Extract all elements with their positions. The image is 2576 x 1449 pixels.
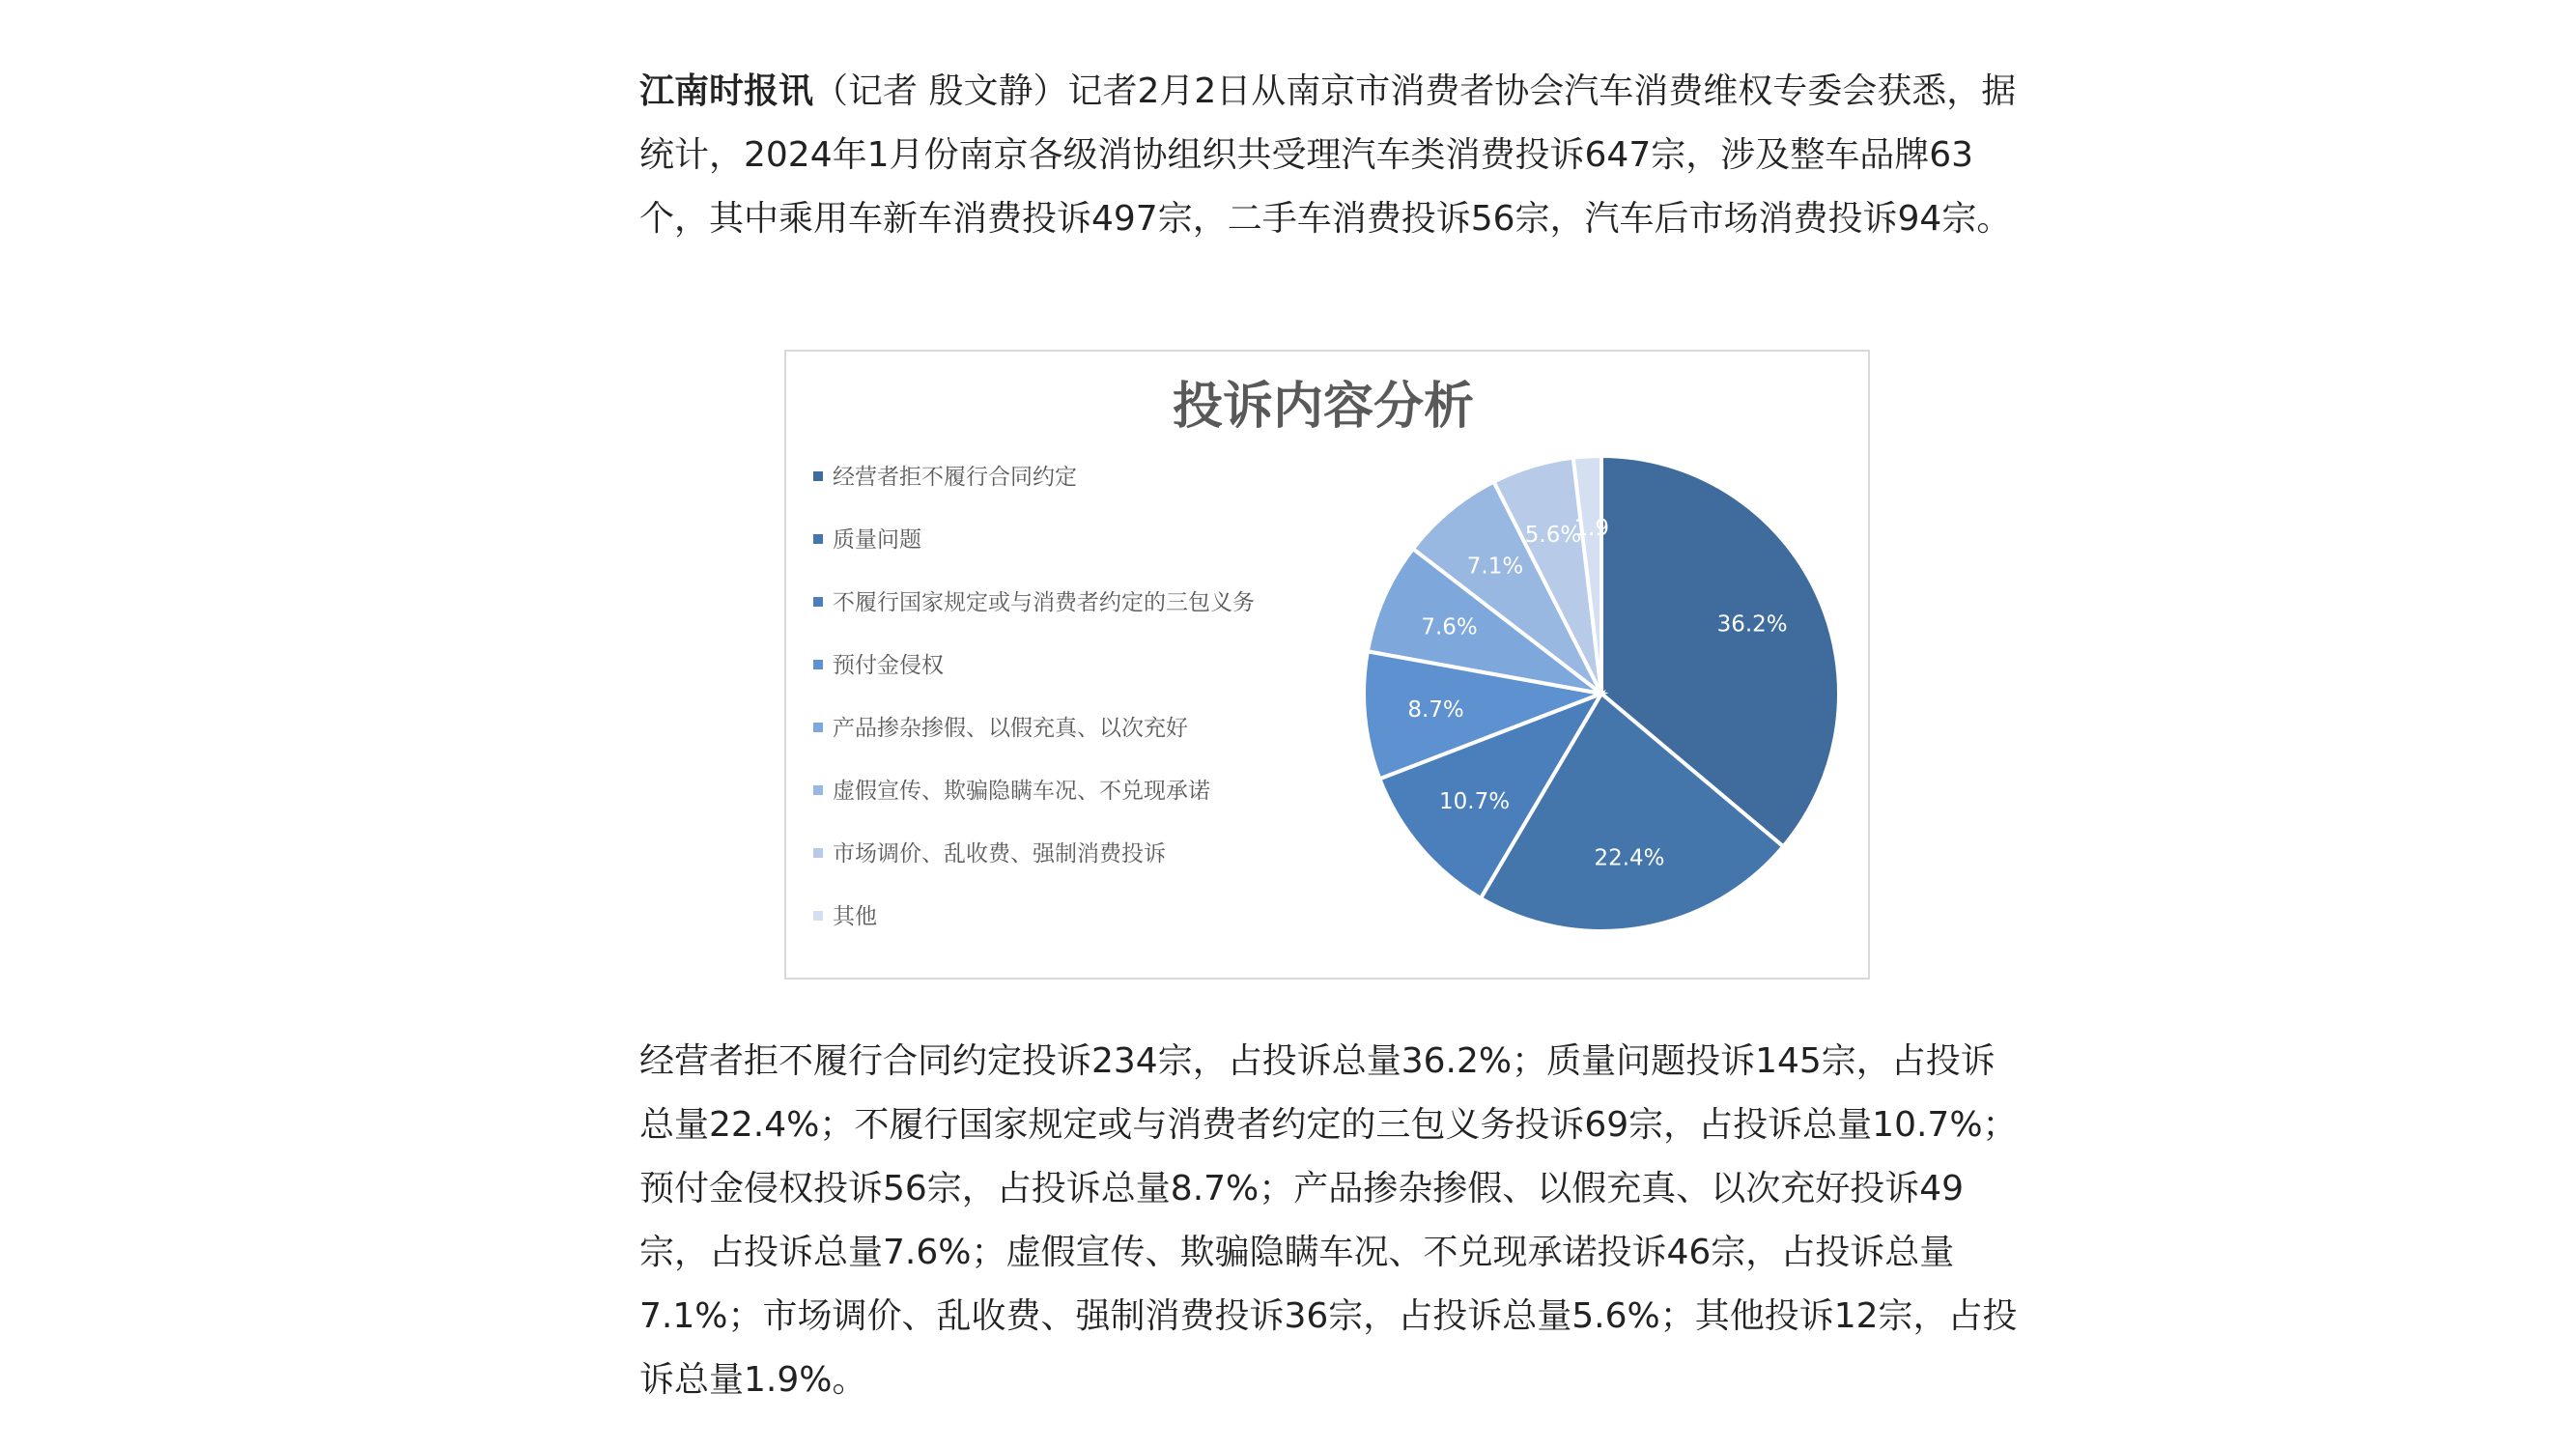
chart-title: 投诉内容分析: [1172, 378, 1475, 436]
legend-item-2: [813, 590, 1255, 615]
legend-item-3: [813, 653, 944, 678]
article-intro-text: （记者 殷文静）记者2月2日从南京市消费者协会汽车消费维权专委会获悉，据统计，2024年1月份南京各级消协组织共受理汽车类消费投诉647宗，涉及整车品牌63个，其中乘用车新车消费投诉497宗，二手车消费投诉56宗，汽车后市场消费投诉94宗。: [639, 71, 2017, 239]
legend-swatch-2: [813, 597, 823, 607]
pie-chart-frame: [784, 350, 1870, 980]
pie-slice-label-1: 22.4%: [1594, 845, 1665, 871]
pie-slice-label-5: 7.1%: [1466, 554, 1524, 580]
legend-label-1: 质量问题: [833, 527, 921, 553]
legend-swatch-1: [813, 534, 823, 544]
legend-label-3: 预付金侵权: [833, 653, 944, 678]
article-detail-paragraph: 经营者拒不履行合同约定投诉234宗，占投诉总量36.2%；质量问题投诉145宗，占投诉总量22.4%；不履行国家规定或与消费者约定的三包义务投诉69宗，占投诉总量10.7%；预付金侵权投诉56宗，占投诉总量8.7%；产品掺杂掺假、以假充真、以次充好投诉49宗，占投诉总量7.6%；虚假宣传、欺骗隐瞒车况、不兑现承诺投诉46宗，占投诉总量7.1%；市场调价、乱收费、强制消费投诉36宗，占投诉总量5.6%；其他投诉12宗，占投诉总量1.9%。: [639, 1041, 2018, 1400]
chart-legend: [813, 465, 1255, 929]
pie-slice-label-2: 10.7%: [1439, 789, 1511, 815]
legend-label-5: 虚假宣传、欺骗隐瞒车况、不兑现承诺: [833, 779, 1210, 804]
legend-item-5: [813, 779, 1210, 804]
legend-swatch-0: [813, 471, 823, 481]
pie-slice-label-6: 5.6%: [1524, 523, 1582, 549]
legend-swatch-4: [813, 723, 823, 732]
legend-swatch-6: [813, 848, 823, 858]
pie-slice-label-0: 36.2%: [1716, 611, 1788, 638]
pie-chart: [786, 352, 1868, 978]
legend-label-6: 市场调价、乱收费、强制消费投诉: [833, 841, 1166, 867]
legend-swatch-7: [813, 911, 823, 921]
legend-label-4: 产品掺杂掺假、以假充真、以次充好: [833, 716, 1188, 741]
legend-label-7: 其他: [833, 904, 877, 929]
legend-item-0: [813, 465, 1077, 490]
pie-slice-label-3: 8.7%: [1407, 697, 1464, 724]
legend-label-2: 不履行国家规定或与消费者约定的三包义务: [833, 590, 1255, 615]
legend-item-1: [813, 527, 921, 553]
pie-slice-label-4: 7.6%: [1421, 614, 1478, 640]
legend-item-7: [813, 904, 877, 929]
legend-swatch-5: [813, 785, 823, 795]
pie-slice-label-7: 1.9: [1573, 516, 1610, 542]
article-lead: 江南时报讯: [639, 71, 814, 111]
legend-swatch-3: [813, 660, 823, 669]
article-intro-paragraph: [639, 60, 2021, 251]
legend-item-4: [813, 716, 1188, 741]
legend-label-0: 经营者拒不履行合同约定: [833, 465, 1077, 490]
legend-item-6: [813, 841, 1166, 867]
